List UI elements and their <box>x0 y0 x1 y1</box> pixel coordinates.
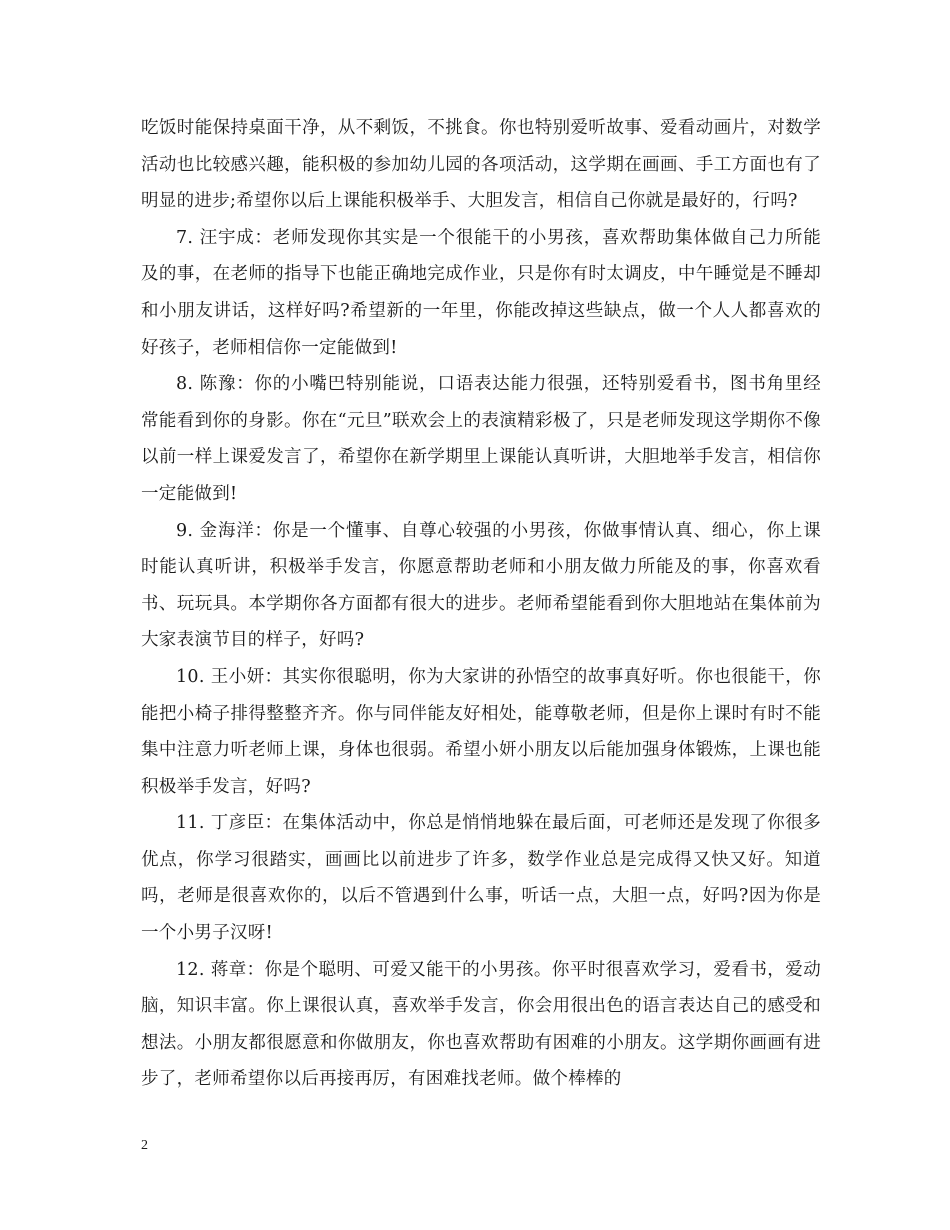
body-text <box>141 110 821 1098</box>
paragraph-continuation: 吃饭时能保持桌面干净，从不剩饭，不挑食。你也特别爱听故事、爱看动画片，对数学活动也比较感兴趣，能积极的参加幼儿园的各项活动，这学期在画画、手工方面也有了明显的进步;希望你以后上课能积极举手、大胆发言，相信自己你就是最好的，行吗? <box>141 118 821 212</box>
paragraph-item-12: 12. 蒋章：你是个聪明、可爱又能干的小男孩。你平时很喜欢学习，爱看书，爱动脑，知识丰富。你上课很认真，喜欢举手发言，你会用很出色的语言表达自己的感受和想法。小朋友都很愿意和你做朋友，你也喜欢帮助有困难的小朋友。这学期你画画有进步了，老师希望你以后再接再厉，有困难找老师。做个棒棒的 <box>141 959 821 1090</box>
page-number: 2 <box>141 1138 148 1153</box>
paragraph-item-7: 7. 汪宇成：老师发现你其实是一个很能干的小男孩，喜欢帮助集体做自己力所能及的事，在老师的指导下也能正确地完成作业，只是你有时太调皮，中午睡觉是不睡却和小朋友讲话，这样好吗?希望新的一年里，你能改掉这些缺点，做一个人人都喜欢的好孩子，老师相信你一定能做到! <box>141 227 821 358</box>
paragraph-item-11: 11. 丁彦臣：在集体活动中，你总是悄悄地躲在最后面，可老师还是发现了你很多优点，你学习很踏实，画画比以前进步了许多，数学作业总是完成得又快又好。知道吗，老师是很喜欢你的，以后不管遇到什么事，听话一点，大胆一点，好吗?因为你是一个小男子汉呀! <box>141 813 821 944</box>
paragraph-item-9: 9. 金海洋：你是一个懂事、自尊心较强的小男孩，你做事情认真、细心，你上课时能认真听讲，积极举手发言，你愿意帮助老师和小朋友做力所能及的事，你喜欢看书、玩玩具。本学期你各方面都有很大的进步。老师希望能看到你大胆地站在集体前为大家表演节目的样子，好吗? <box>141 520 821 651</box>
paragraph-item-10: 10. 王小妍：其实你很聪明，你为大家讲的孙悟空的故事真好听。你也很能干，你能把小椅子排得整整齐齐。你与同伴能友好相处，能尊敬老师，但是你上课时有时不能集中注意力听老师上课，身体也很弱。希望小妍小朋友以后能加强身体锻炼，上课也能积极举手发言，好吗? <box>141 666 821 797</box>
paragraph-item-8: 8. 陈豫：你的小嘴巴特别能说，口语表达能力很强，还特别爱看书，图书角里经常能看到你的身影。你在“元旦”联欢会上的表演精彩极了，只是老师发现这学期你不像以前一样上课爱发言了，希望你在新学期里上课能认真听讲，大胆地举手发言，相信你一定能做到! <box>141 374 821 504</box>
